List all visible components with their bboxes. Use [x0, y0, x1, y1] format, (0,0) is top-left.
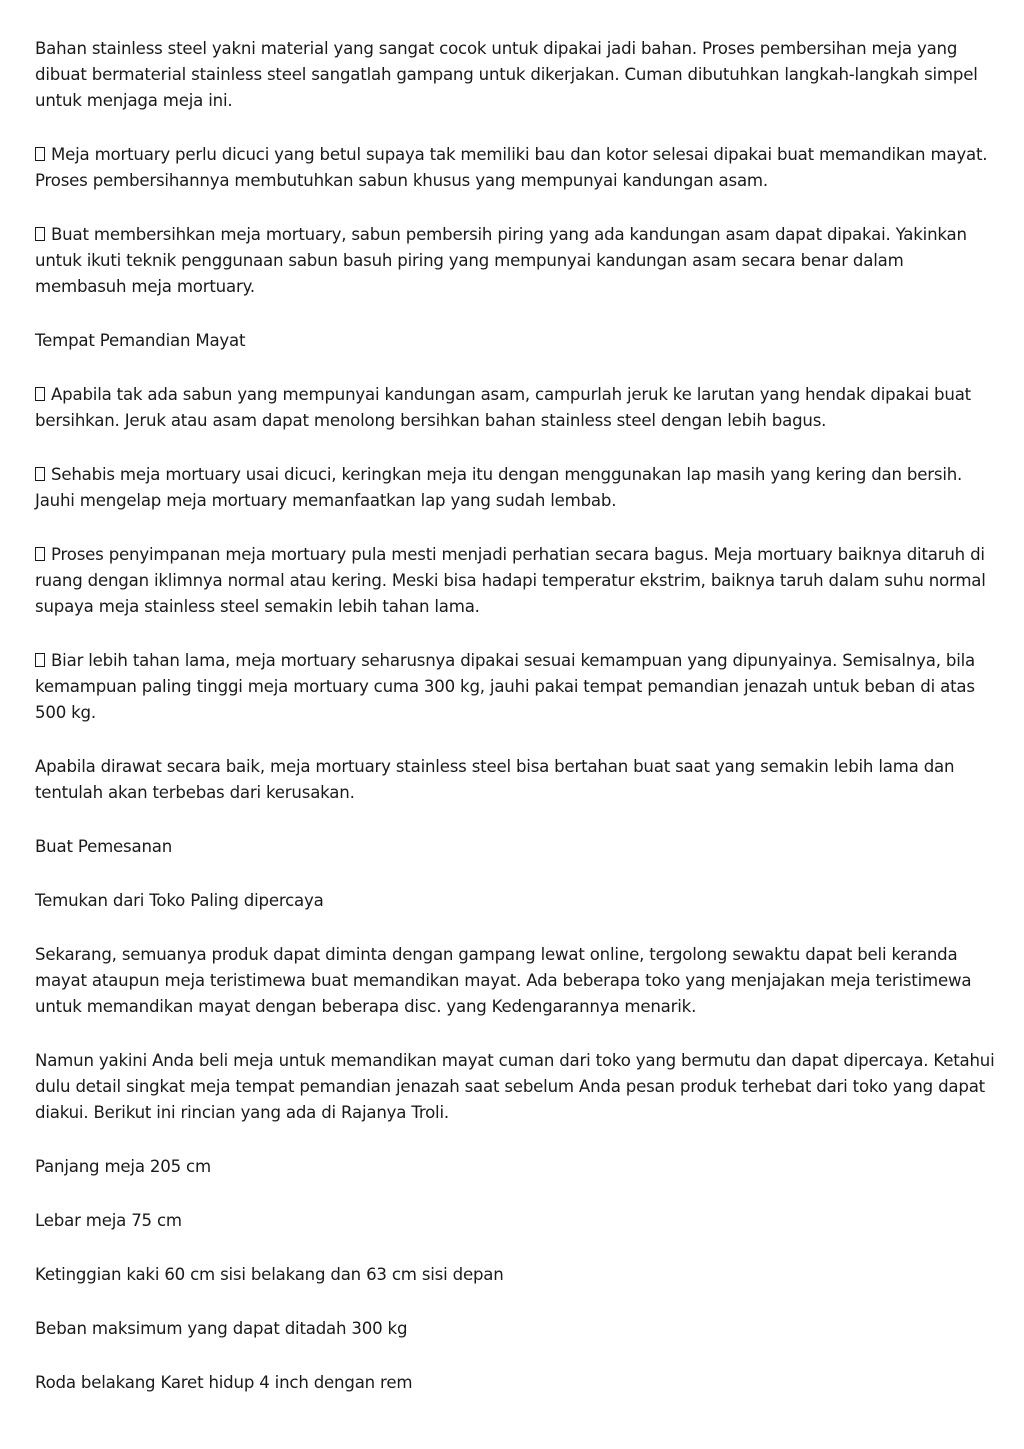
bullet-paragraph: Proses penyimpanan meja mortuary pula mesti menjadi perhatian secara bagus. Meja mortuary baiknya ditaruh di ruang dengan iklimnya normal atau kering. Meski bisa hadapi temperatur ekstrim, baiknya taruh dalam suhu normal supaya meja stainless steel semakin lebih tahan lama. — [35, 545, 986, 616]
bullet-paragraph: Buat membersihkan meja mortuary, sabun pembersih piring yang ada kandungan asam dapat dipakai. Yakinkan untuk ikuti teknik penggunaan sabun basuh piring yang mempunyai kandungan asam secara benar dalam membasuh meja mortuary. — [35, 225, 967, 296]
bullet-paragraph: Meja mortuary perlu dicuci yang betul supaya tak memiliki bau dan kotor selesai dipakai buat memandikan mayat. Proses pembersihannya membutuhkan sabun khusus yang mempunyai kandungan asam. — [35, 145, 988, 190]
bullet-paragraph: Sehabis meja mortuary usai dicuci, keringkan meja itu dengan menggunakan lap masih yang kering dan bersih. Jauhi mengelap meja mortuary memanfaatkan lap yang sudah lembab. — [35, 465, 963, 510]
missing-glyph-icon — [35, 653, 45, 667]
missing-glyph-icon — [35, 547, 45, 561]
spec-item: Lebar meja 75 cm — [35, 1211, 182, 1230]
paragraph-intro: Bahan stainless steel yakni material yang sangat cocok untuk dipakai jadi bahan. Proses pembersihan meja yang dibuat bermaterial stainless steel sangatlah gampang untuk dikerjakan. Cuman dibutuhkan langkah-langkah simpel untuk menjaga meja ini. — [35, 39, 978, 110]
bullet-paragraph: Apabila tak ada sabun yang mempunyai kandungan asam, campurlah jeruk ke larutan yang hendak dipakai buat bersihkan. Jeruk atau asam dapat menolong bersihkan bahan stainless steel dengan lebih bagus. — [35, 385, 971, 430]
paragraph-text: Sekarang, semuanya produk dapat diminta dengan gampang lewat online, tergolong sewaktu dapat beli keranda mayat ataupun meja teristimewa buat memandikan mayat. Ada beberapa toko yang menjajakan meja teristimewa untuk memandikan mayat dengan beberapa disc. yang Kedengarannya menarik. — [35, 945, 972, 1016]
bullet-paragraph: Biar lebih tahan lama, meja mortuary seharusnya dipakai sesuai kemampuan yang dipunyainya. Semisalnya, bila kemampuan paling tinggi meja mortuary cuma 300 kg, jauhi pakai tempat pemandian jenazah untuk beban di atas 500 kg. — [35, 651, 976, 722]
missing-glyph-icon — [35, 227, 45, 241]
spec-item: Panjang meja 205 cm — [35, 1157, 211, 1176]
section-heading: Buat Pemesanan — [35, 837, 173, 856]
paragraph-text: Namun yakini Anda beli meja untuk memandikan mayat cuman dari toko yang bermutu dan dapat dipercaya. Ketahui dulu detail singkat meja tempat pemandian jenazah saat sebelum Anda pesan produk terhebat dari toko yang dapat diakui. Berikut ini rincian yang ada di Rajanya Troli. — [35, 1051, 995, 1122]
missing-glyph-icon — [35, 467, 45, 481]
paragraph-text: Apabila dirawat secara baik, meja mortuary stainless steel bisa bertahan buat saat yang semakin lebih lama dan tentulah akan terbebas dari kerusakan. — [35, 757, 955, 802]
section-heading: Temukan dari Toko Paling dipercaya — [35, 891, 324, 910]
spec-item: Roda belakang Karet hidup 4 inch dengan rem — [35, 1373, 413, 1392]
section-heading: Tempat Pemandian Mayat — [35, 331, 246, 350]
spec-item: Ketinggian kaki 60 cm sisi belakang dan 63 cm sisi depan — [35, 1265, 504, 1284]
missing-glyph-icon — [35, 387, 45, 401]
missing-glyph-icon — [35, 147, 45, 161]
spec-item: Beban maksimum yang dapat ditadah 300 kg — [35, 1319, 408, 1338]
document-body — [35, 36, 995, 1424]
